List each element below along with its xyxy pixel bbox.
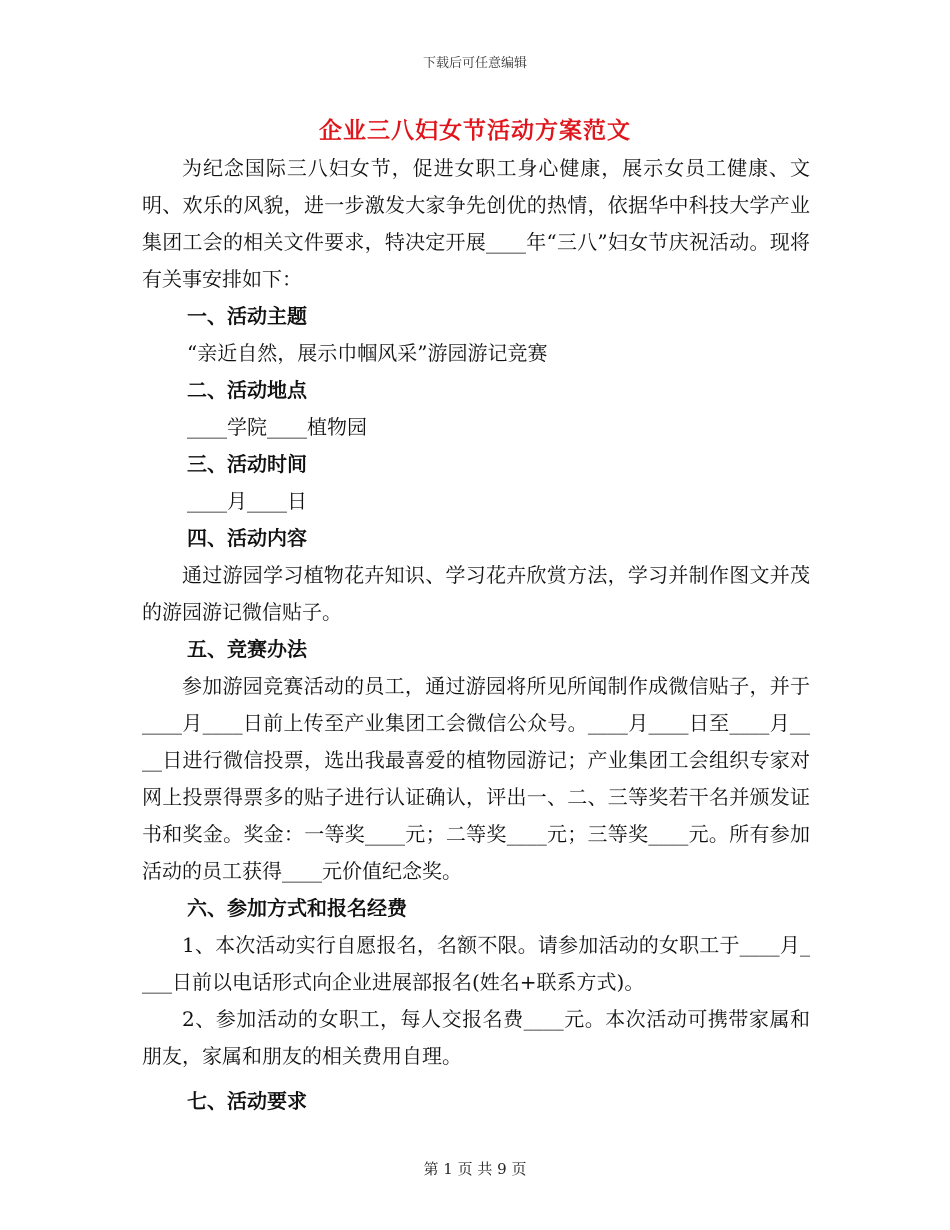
theme-text: “亲近自然，展示巾帼风采”游园游记竞赛 — [187, 341, 548, 365]
content-paragraph: 通过游园学习植物花卉知识、学习花卉欣赏方法，学习并制作图文并茂的游园游记微信贴子。 — [142, 563, 810, 624]
intro-paragraph: 为纪念国际三八妇女节，促进女职工身心健康，展示女员工健康、文明、欢乐的风貌，进一步激发大家争先创优的热情，依据华中科技大学产业集团工会的相关文件要求，特决定开展____年“三八”妇女节庆祝活动。现将有关事安排如下： — [142, 156, 810, 291]
section-heading-requirements: 七、活动要求 — [187, 1089, 307, 1113]
section-heading-place: 二、活动地点 — [187, 378, 307, 402]
join-item-1: 1、本次活动实行自愿报名，名额不限。请参加活动的女职工于____月____日前以电话形式向企业进展部报名(姓名+联系方式)。 — [142, 933, 810, 994]
section-heading-content: 四、活动内容 — [187, 526, 307, 550]
section-heading-rules: 五、竞赛办法 — [187, 637, 307, 661]
section-heading-theme: 一、活动主题 — [187, 304, 307, 328]
section-heading-join: 六、参加方式和报名经费 — [187, 896, 407, 920]
section-heading-time: 三、活动时间 — [187, 452, 307, 476]
rules-paragraph: 参加游园竞赛活动的员工，通过游园将所见所闻制作成微信贴子，并于____月____日前上传至产业集团工会微信公众号。____月____日至____月____日进行微信投票，选出我最喜爱的植物园游记；产业集团工会组织专家对网上投票得票多的贴子进行认证确认，评出一、二、三等奖若干名并颁发证书和奖金。奖金：一等奖____元；二等奖____元；三等奖____元。所有参加活动的员工获得____元价值纪念奖。 — [142, 674, 810, 883]
document-title: 企业三八妇女节活动方案范文 — [319, 117, 631, 144]
join-item-2: 2、参加活动的女职工，每人交报名费____元。本次活动可携带家属和朋友，家属和朋友的相关费用自理。 — [142, 1007, 810, 1068]
document-body — [142, 150, 810, 1120]
place-text: ____学院____植物园 — [187, 415, 367, 439]
time-text: ____月____日 — [187, 489, 307, 513]
page-footer: 第 1 页 共 9 页 — [423, 1160, 527, 1178]
header-note: 下载后可任意编辑 — [422, 56, 527, 71]
